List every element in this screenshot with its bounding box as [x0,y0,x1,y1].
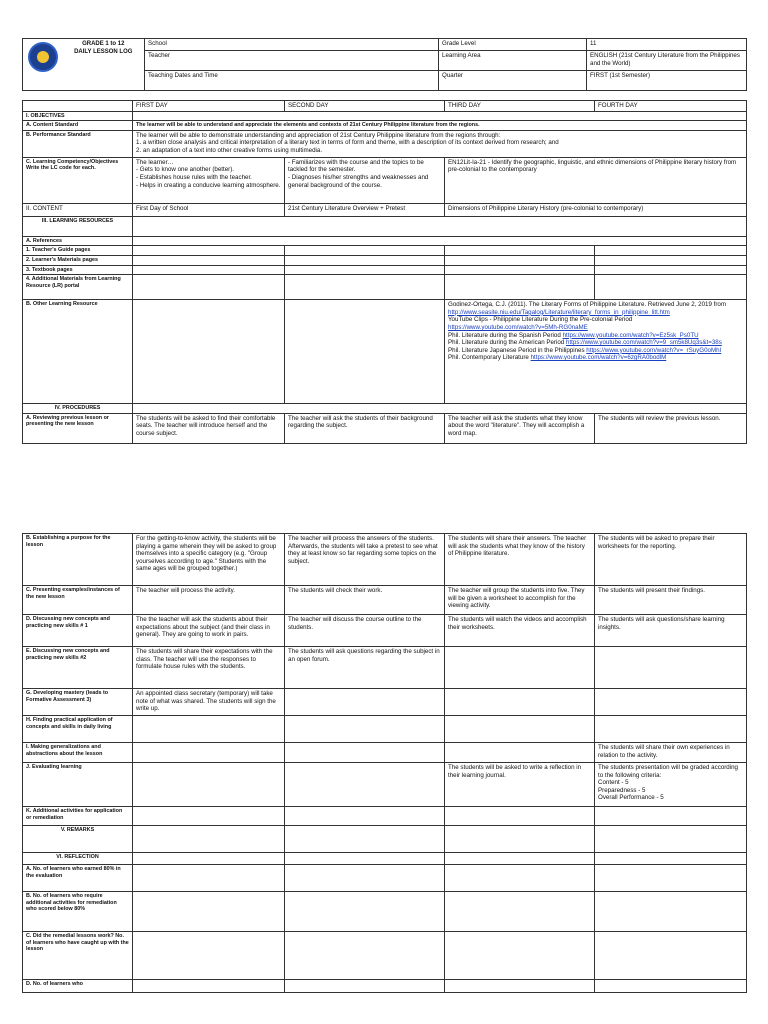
proc-j-d3: The students will be asked to write a reflection in their learning journal. [445,763,595,807]
lm-d3 [445,255,595,265]
refl-d-d1 [133,980,285,993]
japanese-text: Phil. Literature Japanese Period in the Philippines [448,346,585,354]
grade-text: GRADE 1 to 12 [82,41,125,47]
day-header-2: SECOND DAY [285,101,445,112]
refl-a-d3 [445,865,595,892]
header-title [63,39,145,91]
dates-label: Teaching Dates and Time [148,72,218,79]
competency-sub: Write the LC code for each. [26,165,96,172]
proc-a-d2: The teacher will ask the students of their background regarding the subject. [285,413,445,443]
proc-k-d4 [595,807,747,826]
competency-label [23,157,133,203]
proc-g-d3 [445,689,595,716]
reflection-label: VI. REFLECTION [23,853,133,865]
tg-d3 [445,246,595,256]
proc-a-label: A. Reviewing previous lesson or presenting the new lesson [23,413,133,443]
proc-a-d4: The students will review the previous lesson. [595,413,747,443]
lm-d1 [133,255,285,265]
tg-d4 [595,246,747,256]
yt-pre-text: YouTube Clips - Philippine Literature During the Pre-colonial Period [448,316,633,324]
lm-label: 2. Learner's Materials pages [23,255,133,265]
objectives-blank [133,111,747,121]
school-field [145,39,439,51]
resource-link-5[interactable]: https://www.youtube.com/watch?v=_rSuyG0oMhI [586,346,722,354]
lr-d3 [445,275,595,300]
resources-label: III. LEARNING RESOURCES [23,216,133,236]
refl-a-label: A. No. of learners who earned 80% in the evaluation [23,865,133,892]
proc-e-label: E. Discussing new concepts and practicing new skills #2 [23,647,133,689]
proc-j-d1 [133,763,285,807]
tb-d4 [595,265,747,275]
lm-d4 [595,255,747,265]
other-d34 [445,300,747,404]
content-day34: Dimensions of Philippine Literary History (pre-colonial to contemporary) [445,203,747,216]
proc-d-d3: The students will watch the videos and accomplish their worksheets. [445,615,595,647]
deped-seal-icon [28,42,58,72]
remarks-d2 [285,826,445,853]
refl-a-d4 [595,865,747,892]
reflection-d4 [595,853,747,865]
proc-b-d3: The students will share their answers. The teacher will ask the students what they know of the history of Philippine literature. [445,534,595,586]
competency-day2: - Familiarizes with the course and the topics to be tackled for the semester. - Diagnoses his/her strengths and weaknesses and general background of the course. [285,157,445,203]
proc-b-d2: The teacher will process the answers of the students. Afterwards, the students will take a pretest to see what they at least know so far regarding some topics on the subject. [285,534,445,586]
proc-i-label: I. Making generalizations and abstractions about the lesson [23,743,133,763]
day-header-3: THIRD DAY [445,101,595,112]
school-label: School [148,40,167,47]
resource-link-1[interactable]: http://www.seasite.niu.edu/Tagalog/Literature/literary_forms_in_philippine_litt.htm [448,308,670,316]
proc-k-d1 [133,807,285,826]
content-std-text: The learner will be able to understand and appreciate the elements and contexts of 21st Century Philippine literature from the regions. [133,121,747,131]
reflection-d1 [133,853,285,865]
refl-c-d2 [285,932,445,980]
competency-day34: EN12Lit-Ia-21 - Identify the geographic, linguistic, and ethnic dimensions of Philippine literary history from pre-colonial to the contemporary [445,157,747,203]
proc-g-d2 [285,689,445,716]
resource-link-3[interactable]: https://www.youtube.com/watch?v=Ez5sk_Ps0TU [562,331,699,339]
proc-e-d4 [595,647,747,689]
proc-e-d2: The students will ask questions regarding the subject in an open forum. [285,647,445,689]
procedures-blank [133,404,747,414]
proc-b-label: B. Establishing a purpose for the lesson [23,534,133,586]
proc-g-label: G. Developing mastery (leads to Formative Assessment 3) [23,689,133,716]
quarter-label: Quarter [439,71,587,91]
proc-j-d4: The students presentation will be graded according to the following criteria: Content - 5 Preparedness - 5 Overall Performance - 5 [595,763,747,807]
objectives-label: I. OBJECTIVES [23,111,133,121]
other-resource-label: B. Other Learning Resource [23,300,133,404]
dates-field [145,71,439,91]
proc-e-d1: The students will share their expectations with the class. The teacher will use the responses to formulate house rules with the students. [133,647,285,689]
proc-h-d4 [595,716,747,743]
competency-day1: The learner… - Gets to know one another (better). - Establishes house rules with the teacher. - Helps in creating a conducive learning atmosphere. [133,157,285,203]
proc-i-d1 [133,743,285,763]
resource-link-2[interactable]: https://www.youtube.com/watch?v=5Mh-RG0naME [448,323,588,331]
proc-e-d3 [445,647,595,689]
proc-g-d4 [595,689,747,716]
resources-blank [133,216,747,236]
refl-d-d2 [285,980,445,993]
proc-d-d1: The the teacher will ask the students about their expectations about the subject (and their class in general). They are going to work in pairs. [133,615,285,647]
proc-d-label: D. Discussing new concepts and practicing new skills # 1 [23,615,133,647]
proc-i-d2 [285,743,445,763]
tb-d2 [285,265,445,275]
lr-d2 [285,275,445,300]
proc-j-d2 [285,763,445,807]
refl-a-d2 [285,865,445,892]
procedures-label: IV. PROCEDURES [23,404,133,414]
proc-d-d4: The students will ask questions/share learning insights. [595,615,747,647]
proc-h-d2 [285,716,445,743]
lesson-table-part1 [22,100,747,444]
tb-d1 [133,265,285,275]
reflection-d3 [445,853,595,865]
other-d2 [285,300,445,404]
refl-b-d4 [595,892,747,932]
proc-c-d2: The students will check their work. [285,586,445,615]
spanish-text: Phil. Literature during the Spanish Period [448,331,561,339]
remarks-label: V. REMARKS [23,826,133,853]
proc-c-d1: The teacher will process the activity. [133,586,285,615]
proc-k-d2 [285,807,445,826]
remarks-d1 [133,826,285,853]
refl-c-d1 [133,932,285,980]
refl-d-d4 [595,980,747,993]
content-day1: First Day of School [133,203,285,216]
proc-i-d4: The students will share their own experiences in relation to the activity. [595,743,747,763]
proc-h-d1 [133,716,285,743]
teacher-field [145,51,439,71]
grade-level-value: 11 [587,39,747,51]
proc-g-d1: An appointed class secretary (temporary) will take note of what was shared. The students will sign the write up. [133,689,285,716]
tg-d2 [285,246,445,256]
lr-label: 4. Additional Materials from Learning Resource (LR) portal [23,275,133,300]
tb-label: 3. Textbook pages [23,265,133,275]
refl-c-d3 [445,932,595,980]
citation-text: Godinez-Ortega, C.J. (2011). The Literary Forms of Philippine Literature. Retrieved June 2, 2019 from [448,301,726,309]
lr-d1 [133,275,285,300]
learning-area-label: Learning Area [439,51,587,71]
performance-std-label: B. Performance Standard [23,130,133,157]
remarks-d4 [595,826,747,853]
proc-h-d3 [445,716,595,743]
header-table [22,38,747,91]
quarter-value: FIRST (1st Semester) [587,71,747,91]
refl-c-label: C. Did the remedial lessons work? No. of learners who have caught up with the lesson [23,932,133,980]
content-day2: 21st Century Literature Overview + Pretest [285,203,445,216]
teacher-label: Teacher [148,52,171,59]
tg-label: 1. Teacher's Guide pages [23,246,133,256]
tg-d1 [133,246,285,256]
proc-k-d3 [445,807,595,826]
refl-b-label: B. No. of learners who require additional activities for remediation who scored below 80% [23,892,133,932]
lm-d2 [285,255,445,265]
proc-c-label: C. Presenting examples/instances of the new lesson [23,586,133,615]
proc-b-d4: The students will be asked to prepare their worksheets for the reporting. [595,534,747,586]
content-label: II. CONTENT [23,203,133,216]
refl-c-d4 [595,932,747,980]
references-label: A. References [23,236,133,246]
proc-a-d1: The students will be asked to find their comfortable seats. The teacher will introduce herself and the course subject. [133,413,285,443]
learning-area-value: ENGLISH (21st Century Literature from the Philippines and the World) [587,51,747,71]
day-header-1: FIRST DAY [133,101,285,112]
references-blank [133,236,747,246]
proc-b-d1: For the getting-to-know activity, the students will be playing a game wherein they will be asked to group themselves into a specific category (e.g. "Group yourselves according to age." Students with the same ages will be grouped together.) [133,534,285,586]
proc-h-label: H. Finding practical application of concepts and skills in daily living [23,716,133,743]
refl-a-d1 [133,865,285,892]
proc-k-label: K. Additional activities for application or remediation [23,807,133,826]
day-header-blank [23,101,133,112]
proc-c-d4: The students will present their findings. [595,586,747,615]
content-std-label: A. Content Standard [23,121,133,131]
lr-d4 [595,275,747,300]
reflection-d2 [285,853,445,865]
day-header-4: FOURTH DAY [595,101,747,112]
performance-std-text: The learner will be able to demonstrate understanding and appreciation of 21st Century Philippine literature from the regions through: 1. a written close analysis and critical interpretation of a literary text in terms of form and theme, with a description of its context derived from research; and 2. an adaptation of a text into other creative forms using multimedia. [133,130,747,157]
tb-d3 [445,265,595,275]
log-text: DAILY LESSON LOG [74,49,133,55]
proc-i-d3 [445,743,595,763]
contemporary-text: Phil. Contemporary Literature [448,354,529,362]
logo-cell [23,39,63,91]
refl-b-d1 [133,892,285,932]
proc-j-label: J. Evaluating learning [23,763,133,807]
proc-c-d3: The teacher will group the students into five. They will be given a worksheet to accomplish for the viewing activity. [445,586,595,615]
resource-link-6[interactable]: https://www.youtube.com/watch?v=6zgRA0bodlM [530,354,667,362]
other-d1 [133,300,285,404]
american-text: Phil. Literature during the American Period [448,339,565,347]
refl-d-d3 [445,980,595,993]
resource-link-4[interactable]: https://www.youtube.com/watch?v=9_sm5k8Uq3s&t=38s [566,339,722,347]
refl-b-d3 [445,892,595,932]
proc-a-d3: The teacher will ask the students what they know about the word "literature". They will accomplish a word map. [445,413,595,443]
proc-d-d2: The teacher will discuss the course outline to the students. [285,615,445,647]
remarks-d3 [445,826,595,853]
competency-title: C. Learning Competency/Objectives [26,158,119,165]
grade-level-label: Grade Level [439,39,587,51]
refl-b-d2 [285,892,445,932]
refl-d-label: D. No. of learners who [23,980,133,993]
lesson-table-part2 [22,533,747,993]
